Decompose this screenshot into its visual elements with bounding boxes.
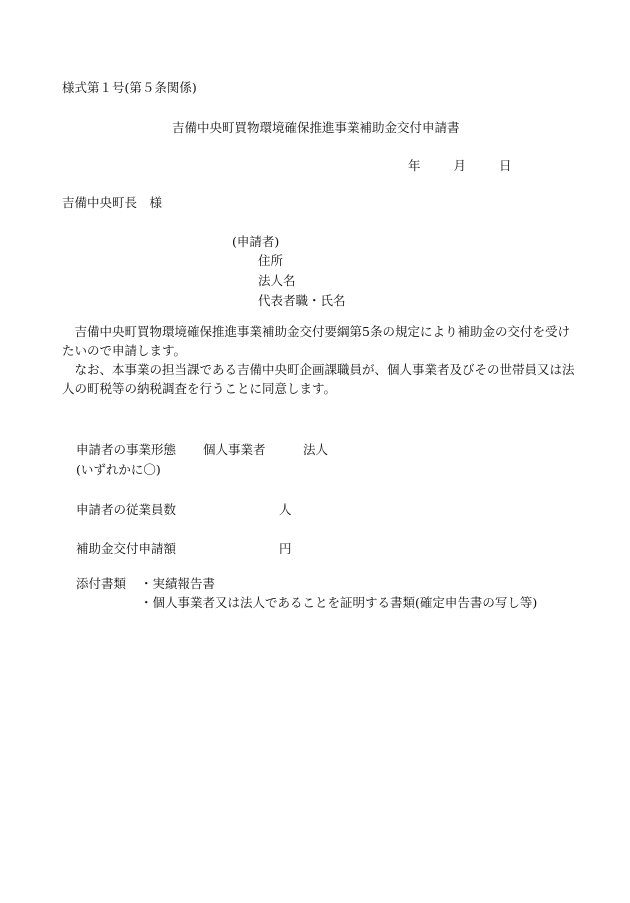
- date-line: [408, 156, 512, 175]
- attachment-item: ・個人事業者又は法人であることを証明する書類(確定申告書の写し等): [140, 595, 538, 610]
- business-type-option-individual: 個人事業者: [203, 442, 266, 457]
- business-type-note: (いずれかに〇): [76, 462, 161, 477]
- applicant-corporation-name-label: 法人名: [258, 273, 296, 288]
- attachments-label: 添付書類: [76, 576, 127, 591]
- business-type-label: 申請者の事業形態: [76, 442, 177, 457]
- page-title: 吉備中央町買物環境確保推進事業補助金交付申請書: [172, 120, 460, 135]
- body-text: [62, 322, 582, 398]
- applicant-address-label: 住所: [258, 253, 284, 268]
- form-number: 様式第１号(第５条関係): [62, 80, 197, 95]
- body-paragraph-1: 吉備中央町買物環境確保推進事業補助金交付要綱第5条の規定により補助金の交付を受けたいので申請します。: [62, 324, 570, 358]
- business-type-option-corporation: 法人: [303, 442, 329, 457]
- amount-label: 補助金交付申請額: [76, 541, 177, 556]
- applicant-fields: [258, 251, 346, 311]
- date-day-label: 日: [499, 158, 512, 173]
- applicant-heading: (申請者): [232, 234, 280, 249]
- employees-unit: 人: [279, 502, 292, 517]
- addressee: 吉備中央町長 様: [62, 195, 163, 210]
- date-month-label: 月: [453, 158, 467, 173]
- body-paragraph-2: なお、本事業の担当課である吉備中央町企画課職員が、個人事業者及びその世帯員又は法人の町税等の納税調査を行うことに同意します。: [62, 362, 575, 396]
- amount-unit: 円: [279, 541, 292, 556]
- employees-label: 申請者の従業員数: [76, 502, 177, 517]
- date-year-label: 年: [408, 158, 421, 173]
- attachment-item: ・実績報告書: [140, 576, 216, 591]
- applicant-representative-label: 代表者職・氏名: [258, 293, 346, 308]
